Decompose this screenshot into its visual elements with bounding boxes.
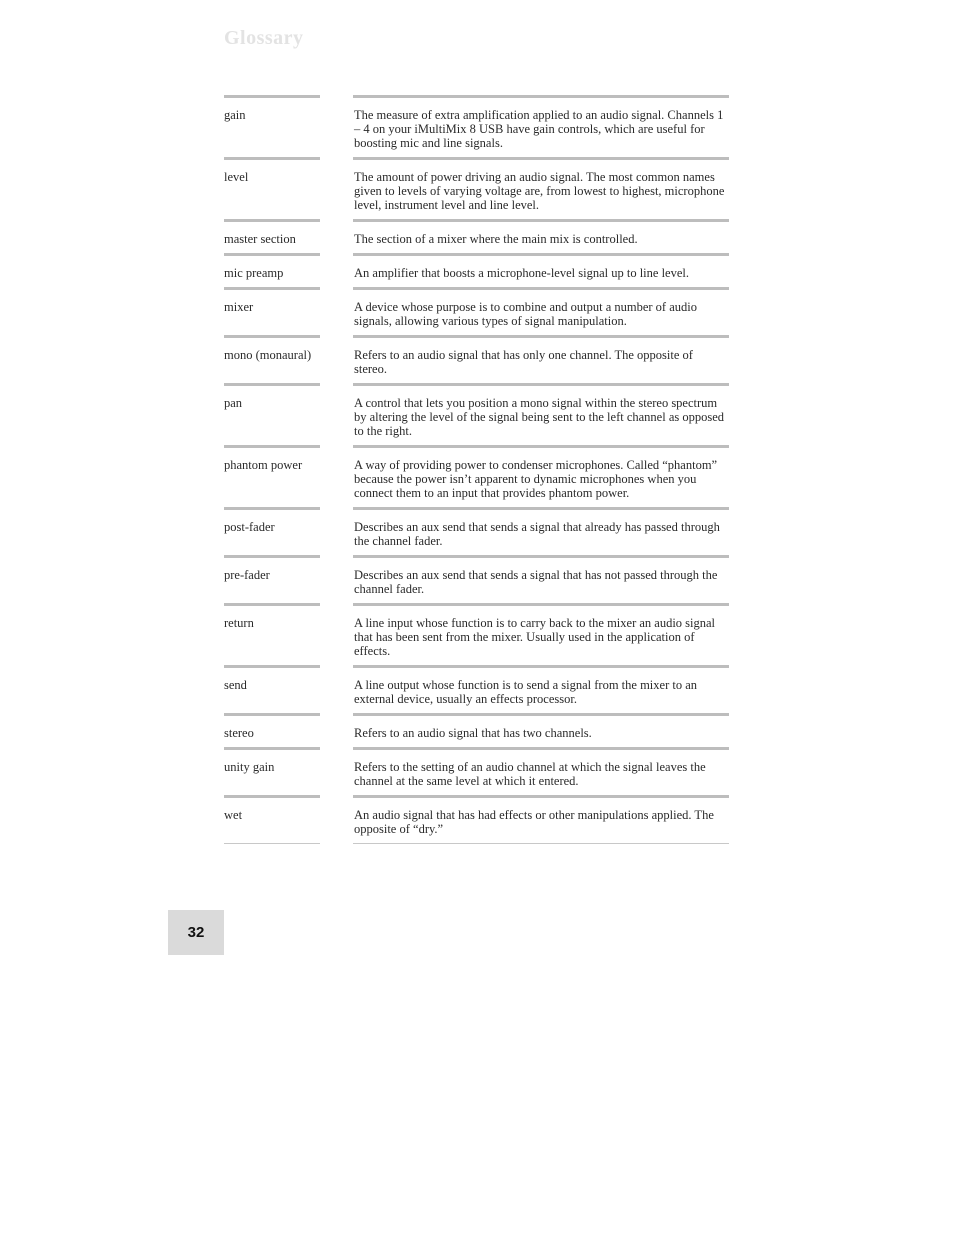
glossary-entry bbox=[224, 95, 729, 157]
glossary-definition: Refers to the setting of an audio channel at which the signal leaves the channel at the same level at which it entered. bbox=[353, 747, 729, 795]
glossary-definition: The amount of power driving an audio signal. The most common names given to levels of varying voltage are, from lowest to highest, microphone level, instrument level and line level. bbox=[353, 157, 729, 219]
glossary-definition: A line output whose function is to send a signal from the mixer to an external device, usually an effects processor. bbox=[353, 665, 729, 713]
glossary-definition: A way of providing power to condenser microphones. Called “phantom” because the power isn’t apparent to dynamic microphones when you connect them to an input that provides phantom power. bbox=[353, 445, 729, 507]
glossary-definition: A device whose purpose is to combine and output a number of audio signals, allowing various types of signal manipulation. bbox=[353, 287, 729, 335]
glossary-entry bbox=[224, 253, 729, 287]
glossary-entry bbox=[224, 445, 729, 507]
glossary-term: unity gain bbox=[224, 747, 320, 795]
glossary-definition: A control that lets you position a mono signal within the stereo spectrum by altering the level of the signal being sent to the left channel as opposed to the right. bbox=[353, 383, 729, 445]
glossary-entry bbox=[224, 507, 729, 555]
glossary-definition: The section of a mixer where the main mix is controlled. bbox=[353, 219, 729, 253]
glossary-entry bbox=[224, 157, 729, 219]
glossary-definition: An amplifier that boosts a microphone-level signal up to line level. bbox=[353, 253, 729, 287]
glossary-definition: Describes an aux send that sends a signal that has not passed through the channel fader. bbox=[353, 555, 729, 603]
glossary-entry bbox=[224, 383, 729, 445]
glossary-definition: The measure of extra amplification applied to an audio signal. Channels 1 – 4 on your iMultiMix 8 USB have gain controls, which are useful for boosting mic and line signals. bbox=[353, 95, 729, 157]
page-title: Glossary bbox=[224, 27, 304, 49]
glossary-term: pan bbox=[224, 383, 320, 445]
glossary-term: pre-fader bbox=[224, 555, 320, 603]
glossary-definition: A line input whose function is to carry back to the mixer an audio signal that has been sent from the mixer. Usually used in the application of effects. bbox=[353, 603, 729, 665]
glossary-entry bbox=[224, 795, 729, 844]
glossary-term: send bbox=[224, 665, 320, 713]
glossary-entry bbox=[224, 555, 729, 603]
glossary-term: stereo bbox=[224, 713, 320, 747]
glossary-term: return bbox=[224, 603, 320, 665]
glossary-definition: Refers to an audio signal that has two channels. bbox=[353, 713, 729, 747]
glossary-definition: Describes an aux send that sends a signal that already has passed through the channel fader. bbox=[353, 507, 729, 555]
glossary-term: gain bbox=[224, 95, 320, 157]
glossary-term: master section bbox=[224, 219, 320, 253]
glossary-entry bbox=[224, 747, 729, 795]
glossary-term: wet bbox=[224, 795, 320, 844]
page-number: 32 bbox=[168, 910, 224, 955]
glossary-table bbox=[224, 95, 729, 844]
glossary-entry bbox=[224, 287, 729, 335]
glossary-entry bbox=[224, 219, 729, 253]
glossary-term: phantom power bbox=[224, 445, 320, 507]
glossary-entry bbox=[224, 713, 729, 747]
glossary-definition: An audio signal that has had effects or other manipulations applied. The opposite of “dry.” bbox=[353, 795, 729, 844]
glossary-term: mic preamp bbox=[224, 253, 320, 287]
glossary-term: mixer bbox=[224, 287, 320, 335]
glossary-term: level bbox=[224, 157, 320, 219]
glossary-entry bbox=[224, 665, 729, 713]
glossary-definition: Refers to an audio signal that has only one channel. The opposite of stereo. bbox=[353, 335, 729, 383]
glossary-entry bbox=[224, 335, 729, 383]
glossary-term: post-fader bbox=[224, 507, 320, 555]
glossary-term: mono (monaural) bbox=[224, 335, 320, 383]
glossary-entry bbox=[224, 603, 729, 665]
